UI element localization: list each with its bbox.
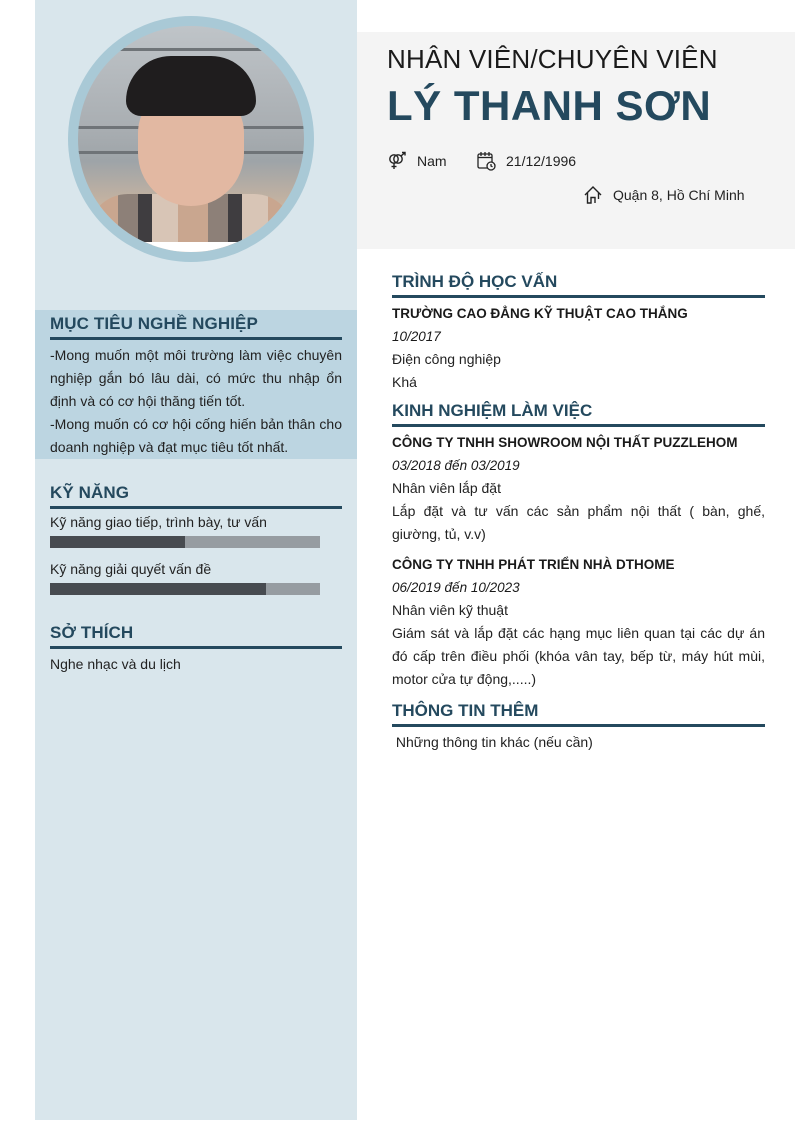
experience-item bbox=[392, 553, 765, 691]
objective-line: -Mong muốn một môi trường làm việc chuyên nghiệp gắn bó lâu dài, có mức thu nhập ổn định và có cơ hội thăng tiến tốt. bbox=[50, 347, 342, 409]
photo-bottom-edge bbox=[78, 242, 304, 252]
hobbies-section bbox=[35, 623, 357, 676]
education-grade: Khá bbox=[392, 374, 417, 390]
skill-bar-fill bbox=[50, 583, 266, 595]
education-title: TRÌNH ĐỘ HỌC VẤN bbox=[392, 272, 765, 298]
objective-title: MỤC TIÊU NGHỀ NGHIỆP bbox=[50, 314, 342, 340]
header bbox=[357, 32, 795, 249]
education-date: 10/2017 bbox=[392, 329, 441, 344]
skill-item bbox=[50, 513, 342, 548]
home-icon bbox=[583, 185, 603, 205]
gender-value: Nam bbox=[417, 153, 447, 169]
education-major: Điện công nghiệp bbox=[392, 351, 501, 367]
experience-item bbox=[392, 431, 765, 546]
address-info bbox=[583, 185, 745, 205]
objective-section bbox=[35, 310, 357, 459]
job-title: NHÂN VIÊN/CHUYÊN VIÊN bbox=[387, 44, 718, 74]
photo-hair bbox=[126, 56, 256, 116]
hobbies-title: SỞ THÍCH bbox=[50, 623, 342, 649]
skill-bar bbox=[50, 583, 320, 595]
calendar-icon bbox=[476, 151, 496, 171]
skill-item bbox=[50, 560, 342, 595]
skill-label: Kỹ năng giao tiếp, trình bày, tư vấn bbox=[50, 514, 267, 530]
birthday-value: 21/12/1996 bbox=[506, 153, 577, 169]
skills-section bbox=[35, 483, 357, 607]
experience-date: 06/2019 đến 10/2023 bbox=[392, 580, 520, 595]
experience-section bbox=[392, 401, 765, 691]
gender-icon bbox=[387, 151, 407, 171]
hobbies-text: Nghe nhạc và du lịch bbox=[50, 656, 181, 672]
additional-info-section bbox=[392, 701, 765, 754]
experience-date: 03/2018 đến 03/2019 bbox=[392, 458, 520, 473]
full-name: LÝ THANH SƠN bbox=[387, 82, 712, 129]
experience-position: Nhân viên kỹ thuật bbox=[392, 602, 508, 618]
avatar bbox=[78, 26, 304, 252]
additional-info-text: Những thông tin khác (nếu cần) bbox=[392, 734, 593, 750]
experience-description: Giám sát và lắp đặt các hạng mục liên quan tại các dự án đó cấp trên điều phối (khóa vân tay, bếp từ, máy hút mùi, motor cửa tự động,.....) bbox=[392, 625, 765, 687]
sidebar bbox=[35, 0, 357, 1120]
skill-bar bbox=[50, 536, 320, 548]
skill-bar-fill bbox=[50, 536, 185, 548]
education-section bbox=[392, 272, 765, 394]
objective-line: -Mong muốn có cơ hội cống hiến bản thân cho doanh nghiệp và đạt mục tiêu tốt nhất. bbox=[50, 416, 342, 455]
company-name: CÔNG TY TNHH PHÁT TRIỂN NHÀ DTHOME bbox=[392, 557, 675, 572]
skill-label: Kỹ năng giải quyết vấn đề bbox=[50, 561, 212, 577]
additional-info-title: THÔNG TIN THÊM bbox=[392, 701, 765, 727]
company-name: CÔNG TY TNHH SHOWROOM NỘI THẤT PUZZLEHOM bbox=[392, 435, 738, 450]
avatar-frame bbox=[68, 16, 314, 262]
skills-title: KỸ NĂNG bbox=[50, 483, 342, 509]
address-value: Quận 8, Hồ Chí Minh bbox=[613, 187, 745, 203]
birthday-info bbox=[476, 151, 576, 171]
experience-title: KINH NGHIỆM LÀM VIỆC bbox=[392, 401, 765, 427]
experience-position: Nhân viên lắp đặt bbox=[392, 480, 501, 496]
experience-description: Lắp đặt và tư vấn các sản phẩm nội thất ( bàn, ghế, giường, tủ, v.v) bbox=[392, 503, 765, 542]
school-name: TRƯỜNG CAO ĐẲNG KỸ THUẬT CAO THẮNG bbox=[392, 306, 688, 321]
photo-background-stripe bbox=[78, 48, 304, 51]
gender-info bbox=[387, 151, 447, 171]
